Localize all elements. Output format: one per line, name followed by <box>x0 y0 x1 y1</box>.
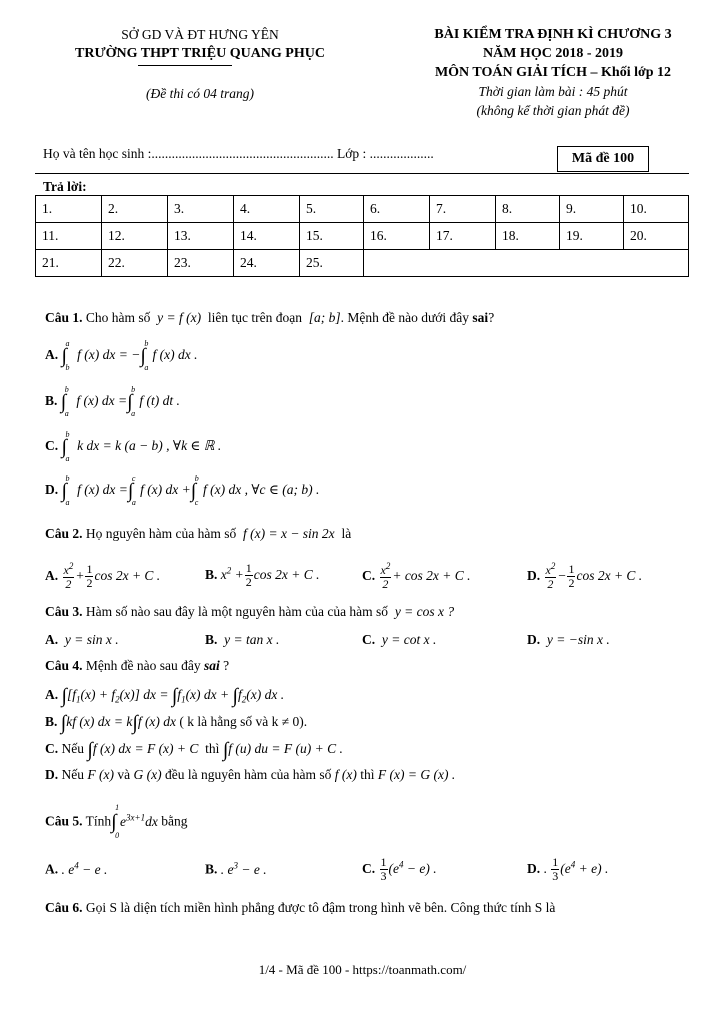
option-text: Nếu <box>61 741 84 757</box>
question-label: Câu 4. <box>45 658 83 673</box>
option-text: Nếu <box>61 767 84 782</box>
question-text: Tính <box>85 813 112 829</box>
q1-option-c[interactable]: C. ∫ b a k dx = k (a − b) , ∀k ∈ ℝ . <box>45 430 222 463</box>
answer-cell[interactable]: 18. <box>496 223 560 250</box>
option-letter: B. <box>205 632 218 647</box>
question-label: Câu 3. <box>45 604 83 619</box>
option-letter: D. <box>527 860 541 876</box>
option-text: thì <box>360 767 375 782</box>
answer-cell[interactable]: 10. <box>624 196 689 223</box>
question-1: Câu 1. Cho hàm số y = f (x) liên tục trên đoạn [a; b]. Mệnh đề nào dưới đây sai? <box>45 310 495 325</box>
option-letter: B. <box>205 861 218 877</box>
answer-cell[interactable]: 20. <box>624 223 689 250</box>
answer-cell[interactable]: 19. <box>560 223 624 250</box>
option-text: đều là nguyên hàm của hàm số <box>164 767 332 782</box>
answer-cell[interactable]: 14. <box>234 223 300 250</box>
q3-option-c[interactable]: C. y = cot x . <box>362 632 437 647</box>
subject: MÔN TOÁN GIẢI TÍCH – Khối lớp 12 <box>434 65 672 80</box>
option-text: thì <box>205 741 220 757</box>
school-year: NĂM HỌC 2018 - 2019 <box>483 46 623 61</box>
question-2: Câu 2. Họ nguyên hàm của hàm số f (x) = x − sin 2x là <box>45 526 352 541</box>
answer-cell[interactable]: 25. <box>300 250 364 277</box>
option-letter: B. <box>205 566 218 582</box>
time-note: (không kể thời gian phát đề) <box>476 103 630 118</box>
q3-option-d[interactable]: D. y = −sin x . <box>527 632 610 647</box>
question-label: Câu 6. <box>45 900 83 915</box>
q5-option-d[interactable]: D. . $\frac{1}{3}$ $(e^4 + e)$ . <box>527 855 609 884</box>
answer-cell[interactable]: 6. <box>364 196 430 223</box>
q4-option-b[interactable]: B. ∫kf (x) dx = k∫f (x) dx ( k là hằng số và k ≠ 0). <box>45 712 308 734</box>
exam-code-box: Mã đề 100 <box>557 146 649 172</box>
q4-option-a[interactable]: A. $\int[f_1(x) + f_2(x)]$ dx = $\int f_1(x)$ dx + $\int f_2(x)$ dx . <box>45 685 285 707</box>
answer-cell[interactable]: 16. <box>364 223 430 250</box>
option-letter: C. <box>362 632 376 647</box>
option-letter: B. <box>45 714 58 730</box>
emphasis-sai: sai <box>472 310 489 325</box>
option-letter: C. <box>45 438 59 454</box>
q4-option-c[interactable]: C. Nếu ∫f (x) dx = F (x) + C thì ∫f (u) du = F (u) + C . <box>45 739 343 761</box>
answer-cell[interactable]: 17. <box>430 223 496 250</box>
question-text: Cho hàm số <box>85 310 151 325</box>
school-underline <box>138 65 232 66</box>
answer-cell[interactable]: 12. <box>102 223 168 250</box>
q3-option-b[interactable]: B. y = tan x . <box>205 632 280 647</box>
question-4 <box>45 658 229 674</box>
emphasis-sai: sai <box>203 658 220 673</box>
option-letter: D. <box>45 767 59 782</box>
option-letter: A. <box>45 861 59 877</box>
answer-cell[interactable]: 9. <box>560 196 624 223</box>
question-label: Câu 5. <box>45 813 83 829</box>
answer-cell[interactable]: 22. <box>102 250 168 277</box>
q1-option-d[interactable]: D. ∫ b a f (x) dx =∫ c a f (x) dx +∫ b c f (x) dx , ∀c ∈ (a; b) . <box>45 474 320 507</box>
answer-cell[interactable]: 7. <box>430 196 496 223</box>
exam-title: BÀI KIỂM TRA ĐỊNH KÌ CHƯƠNG 3 <box>434 27 672 42</box>
answer-cell[interactable]: 4. <box>234 196 300 223</box>
option-letter: A. <box>45 567 59 583</box>
department-name: SỞ GD VÀ ĐT HƯNG YÊN <box>121 27 279 42</box>
option-letter: D. <box>45 482 59 498</box>
answer-cell[interactable]: 21. <box>36 250 102 277</box>
option-letter: A. <box>45 632 59 647</box>
answer-cell[interactable]: 8. <box>496 196 560 223</box>
question-6 <box>45 900 555 916</box>
answer-cell[interactable]: 24. <box>234 250 300 277</box>
option-note: ( k là hằng số và k ≠ 0). <box>179 714 308 730</box>
question-text: là <box>341 526 352 541</box>
question-text: ? <box>488 310 495 325</box>
student-info-line: Họ và tên học sinh :...................................................... Lớp : ................... <box>43 146 434 161</box>
pages-note: (Đề thi có 04 trang) <box>146 86 254 101</box>
q1-option-a[interactable]: A. ∫ a b f (x) dx = −∫ b a f (x) dx . <box>45 339 198 372</box>
q2-option-c[interactable]: C. $\frac{x^2}{2}$ + cos 2x + C . <box>362 561 471 592</box>
answer-row <box>36 223 689 250</box>
q2-option-d[interactable]: D. $\frac{x^2}{2}$ − $\frac{1}{2}$ cos 2x + C . <box>527 561 643 592</box>
answer-cell[interactable]: 13. <box>168 223 234 250</box>
q2-option-a[interactable]: A. $\frac{x^2}{2}$ + $\frac{1}{2}$ cos 2x + C . <box>45 561 161 592</box>
option-letter: B. <box>45 393 58 409</box>
question-text: Gọi S là diện tích miền hình phẳng được tô đậm trong hình vẽ bên. Công thức tính S là <box>85 900 556 915</box>
q5-option-b[interactable]: B. . $e^3 - e$ . <box>205 860 267 877</box>
answer-cell[interactable]: 15. <box>300 223 364 250</box>
answer-cell[interactable]: 23. <box>168 250 234 277</box>
header-divider <box>35 173 689 174</box>
question-label: Câu 2. <box>45 526 83 541</box>
option-letter: D. <box>527 567 541 583</box>
option-letter: C. <box>45 741 59 757</box>
answer-grid <box>35 195 689 277</box>
answers-label: Trả lời: <box>43 179 87 194</box>
question-text: Họ nguyên hàm của hàm số <box>85 526 237 541</box>
school-name: TRƯỜNG THPT TRIỆU QUANG PHỤC <box>75 46 325 61</box>
option-letter: C. <box>362 567 376 583</box>
question-text: liên tục trên đoạn <box>207 310 302 325</box>
q4-option-d[interactable]: D. Nếu F (x) và G (x) đều là nguyên hàm của hàm số f (x) thì F (x) = G (x) . <box>45 767 456 782</box>
answer-cell[interactable]: 2. <box>102 196 168 223</box>
option-letter: A. <box>45 687 59 703</box>
question-text: Mệnh đề nào sau đây <box>85 658 201 673</box>
question-3: Câu 3. Hàm số nào sau đây là một nguyên hàm của của hàm số y = cos x ? <box>45 604 455 619</box>
answer-cell[interactable]: 1. <box>36 196 102 223</box>
option-letter: A. <box>45 347 59 363</box>
q3-option-a[interactable]: A. y = sin x . <box>45 632 119 647</box>
question-text: Hàm số nào sau đây là một nguyên hàm của của hàm số <box>85 604 389 619</box>
answer-cell-empty <box>364 250 689 277</box>
answer-cell[interactable]: 3. <box>168 196 234 223</box>
option-letter: C. <box>362 860 376 876</box>
q5-option-c[interactable]: C. $\frac{1}{3}$ $(e^4 - e)$ . <box>362 855 437 884</box>
question-text: bằng <box>161 813 188 829</box>
page-footer: 1/4 - Mã đề 100 - https://toanmath.com/ <box>258 962 467 977</box>
question-5: Câu 5. Tính∫ 1 0 $e^{3x+1}dx$ bằng <box>45 803 188 841</box>
q5-option-a[interactable]: A. . $e^4 - e$ . <box>45 860 108 877</box>
answer-cell[interactable]: 11. <box>36 223 102 250</box>
q1-option-b[interactable]: B. ∫ b a f (x) dx =∫ b a f (t) dt . <box>45 385 180 418</box>
question-text: ? <box>223 658 230 673</box>
answer-row <box>36 196 689 223</box>
option-text: và <box>117 767 131 782</box>
option-letter: D. <box>527 632 541 647</box>
question-text: . Mệnh đề nào dưới đây <box>340 310 470 325</box>
q2-option-b[interactable]: B. $x^2$ + $\frac{1}{2}$ cos 2x + C . <box>205 561 320 590</box>
time-limit: Thời gian làm bài : 45 phút <box>478 84 628 99</box>
answer-row <box>36 250 689 277</box>
question-label: Câu 1. <box>45 310 83 325</box>
answer-cell[interactable]: 5. <box>300 196 364 223</box>
